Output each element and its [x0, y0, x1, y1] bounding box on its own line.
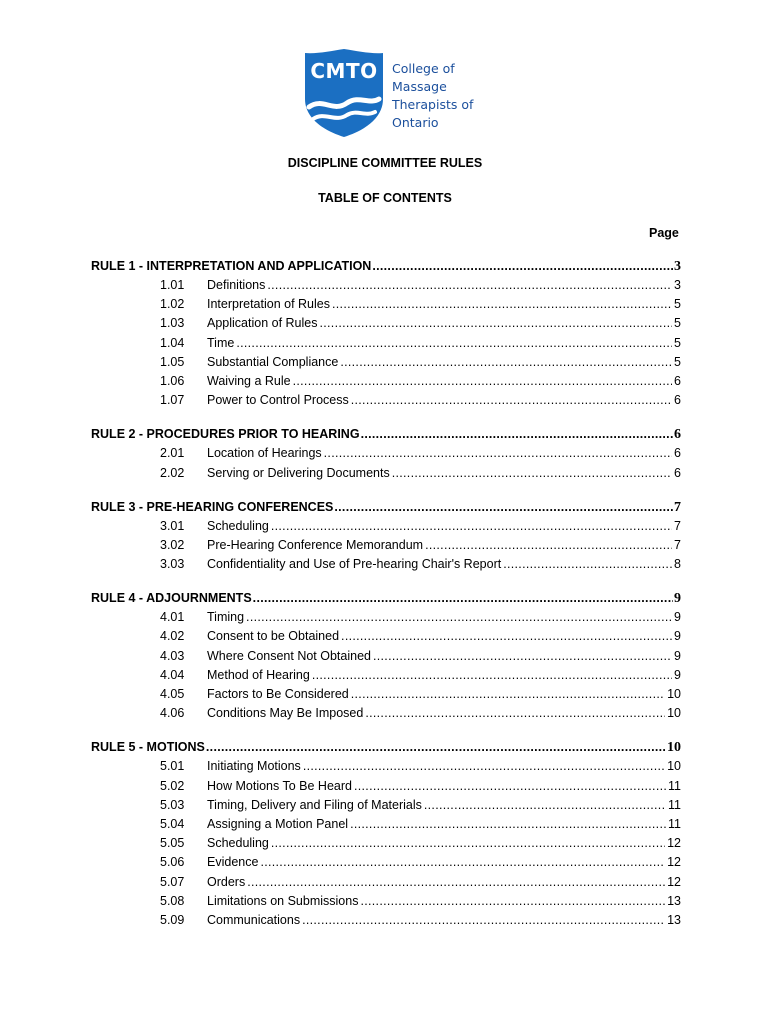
- logo-wordmark: [392, 60, 473, 132]
- dot-leader: [302, 913, 665, 927]
- entry-page-number: 12: [667, 836, 681, 851]
- entry-page-number: 9: [674, 629, 681, 644]
- entry-label: Definitions: [207, 278, 266, 292]
- entry-page-number: 10: [667, 687, 681, 701]
- toc-entry[interactable]: [91, 798, 681, 817]
- entry-label: Scheduling: [207, 518, 269, 533]
- dot-leader: [360, 894, 665, 908]
- rule-title: RULE 5 - MOTIONS: [91, 740, 205, 755]
- entry-label: Location of Hearings: [207, 446, 322, 461]
- dot-leader: [350, 817, 666, 831]
- entry-page-number: 10: [667, 759, 681, 774]
- toc-entry[interactable]: [91, 374, 681, 393]
- page-column-heading: Page: [649, 226, 679, 240]
- entry-number: 5.03: [160, 797, 185, 812]
- toc-rule-heading[interactable]: [91, 740, 681, 759]
- toc-rule-heading[interactable]: [91, 591, 681, 610]
- table-of-contents: [91, 259, 681, 947]
- dot-leader: [354, 779, 666, 793]
- toc-rule-heading[interactable]: [91, 427, 681, 446]
- toc-entry[interactable]: [91, 875, 681, 894]
- entry-page-number: 8: [674, 557, 681, 572]
- entry-number: 1.07: [160, 393, 185, 408]
- entry-number: 2.01: [160, 446, 185, 461]
- entry-number: 4.02: [160, 629, 185, 644]
- dot-leader: [247, 875, 665, 889]
- toc-entry[interactable]: [91, 446, 681, 465]
- toc-entry[interactable]: [91, 817, 681, 836]
- toc-entry[interactable]: [91, 278, 681, 297]
- entry-label: Time: [207, 335, 235, 350]
- entry-label: Application of Rules: [207, 316, 318, 331]
- shield-icon: [303, 47, 385, 139]
- entry-number: 3.03: [160, 557, 185, 572]
- toc-entry[interactable]: [91, 610, 681, 629]
- entry-page-number: 9: [674, 648, 681, 663]
- entry-label: Where Consent Not Obtained: [207, 648, 371, 663]
- entry-page-number: 13: [667, 912, 681, 927]
- logo-line: Massage: [392, 79, 447, 94]
- dot-leader: [334, 500, 673, 514]
- toc-entry[interactable]: [91, 913, 681, 932]
- entry-label: Initiating Motions: [207, 759, 301, 774]
- entry-number: 5.01: [160, 759, 185, 774]
- toc-entry[interactable]: [91, 706, 681, 725]
- toc-entry[interactable]: [91, 759, 681, 778]
- entry-number: 1.01: [160, 278, 185, 292]
- rule-page-number: 10: [667, 740, 681, 756]
- dot-leader: [503, 557, 672, 571]
- dot-leader: [293, 374, 672, 388]
- rule-page-number: 7: [674, 499, 681, 515]
- dot-leader: [271, 519, 672, 533]
- entry-number: 1.04: [160, 335, 185, 350]
- toc-entry[interactable]: [91, 297, 681, 316]
- entry-number: 5.08: [160, 893, 185, 908]
- toc-rule-heading[interactable]: [91, 259, 681, 278]
- toc-section: [91, 259, 681, 412]
- entry-label: Method of Hearing: [207, 667, 310, 682]
- entry-number: 5.02: [160, 778, 185, 793]
- toc-entry[interactable]: [91, 519, 681, 538]
- entry-number: 1.02: [160, 297, 185, 312]
- toc-section: [91, 591, 681, 725]
- dot-leader: [260, 855, 665, 869]
- entry-label: Orders: [207, 874, 246, 889]
- cmto-logo: [303, 47, 478, 139]
- toc-entry[interactable]: [91, 393, 681, 412]
- entry-page-number: 12: [667, 855, 681, 870]
- entry-label: Confidentiality and Use of Pre-hearing Chair's Report: [207, 557, 502, 572]
- rule-page-number: 9: [674, 591, 681, 607]
- toc-entry[interactable]: [91, 836, 681, 855]
- rule-title: RULE 3 - PRE-HEARING CONFERENCES: [91, 499, 334, 514]
- dot-leader: [253, 591, 673, 605]
- dot-leader: [324, 446, 672, 460]
- dot-leader: [236, 336, 672, 350]
- entry-page-number: 5: [674, 316, 681, 331]
- rule-page-number: 3: [674, 259, 681, 274]
- toc-entry[interactable]: [91, 668, 681, 687]
- entry-number: 5.09: [160, 912, 185, 927]
- entry-number: 4.04: [160, 667, 185, 682]
- toc-entry[interactable]: [91, 316, 681, 335]
- toc-entry[interactable]: [91, 649, 681, 668]
- toc-section: [91, 740, 681, 932]
- entry-number: 5.06: [160, 855, 185, 870]
- entry-number: 1.06: [160, 373, 185, 388]
- toc-entry[interactable]: [91, 894, 681, 913]
- entry-page-number: 12: [667, 874, 681, 889]
- entry-number: 4.05: [160, 687, 185, 701]
- entry-page-number: 9: [674, 610, 681, 625]
- logo-line: Therapists of: [392, 97, 474, 112]
- toc-section: [91, 500, 681, 577]
- entry-label: Pre-Hearing Conference Memorandum: [207, 537, 424, 552]
- dot-leader: [312, 668, 672, 682]
- entry-label: Limitations on Submissions: [207, 893, 359, 908]
- entry-page-number: 11: [668, 816, 681, 831]
- dot-leader: [341, 629, 672, 643]
- entry-page-number: 6: [674, 373, 681, 388]
- dot-leader: [271, 836, 665, 850]
- entry-number: 5.04: [160, 816, 185, 831]
- dot-leader: [365, 706, 665, 720]
- dot-leader: [246, 610, 672, 624]
- dot-leader: [340, 355, 672, 369]
- toc-rule-heading[interactable]: [91, 500, 681, 519]
- entry-page-number: 6: [674, 393, 681, 408]
- entry-page-number: 5: [674, 335, 681, 350]
- rule-title: RULE 2 - PROCEDURES PRIOR TO HEARING: [91, 427, 360, 442]
- entry-label: Scheduling: [207, 836, 269, 851]
- entry-label: Timing, Delivery and Filing of Materials: [207, 797, 422, 812]
- entry-label: Consent to be Obtained: [207, 629, 340, 644]
- entry-number: 4.01: [160, 610, 185, 625]
- dot-leader: [319, 316, 672, 330]
- dot-leader: [424, 798, 666, 812]
- entry-number: 5.07: [160, 874, 185, 889]
- dot-leader: [206, 740, 666, 754]
- entry-page-number: 11: [668, 778, 681, 793]
- entry-number: 4.06: [160, 706, 185, 721]
- entry-label: How Motions To Be Heard: [207, 778, 352, 793]
- logo-line: College of: [392, 61, 455, 76]
- toc-entry[interactable]: [91, 557, 681, 576]
- entry-number: 3.01: [160, 518, 185, 533]
- entry-number: 4.03: [160, 648, 185, 663]
- dot-leader: [361, 427, 673, 441]
- entry-label: Evidence: [207, 855, 259, 870]
- dot-leader: [372, 259, 673, 273]
- entry-page-number: 5: [674, 297, 681, 312]
- entry-page-number: 11: [668, 797, 681, 812]
- dot-leader: [332, 297, 672, 311]
- dot-leader: [267, 278, 672, 292]
- entry-page-number: 13: [667, 893, 681, 908]
- entry-label: Assigning a Motion Panel: [207, 816, 349, 831]
- document-title: DISCIPLINE COMMITTEE RULES: [287, 156, 483, 170]
- entry-label: Communications: [207, 912, 301, 927]
- toc-entry[interactable]: [91, 336, 681, 355]
- toc-entry[interactable]: [91, 779, 681, 798]
- rule-title: RULE 4 - ADJOURNMENTS: [91, 591, 252, 606]
- dot-leader: [303, 759, 665, 773]
- dot-leader: [373, 649, 672, 663]
- entry-label: Waiving a Rule: [207, 373, 291, 388]
- entry-label: Interpretation of Rules: [207, 297, 330, 312]
- entry-page-number: 10: [667, 706, 681, 721]
- entry-page-number: 7: [674, 518, 681, 533]
- toc-section: [91, 427, 681, 484]
- rule-page-number: 6: [674, 427, 681, 443]
- logo-line: Ontario: [392, 115, 439, 130]
- entry-label: Substantial Compliance: [207, 354, 339, 369]
- entry-label: Timing: [207, 610, 245, 625]
- toc-entry[interactable]: [91, 687, 681, 706]
- entry-number: 1.05: [160, 354, 185, 369]
- entry-page-number: 6: [674, 446, 681, 461]
- toc-heading: TABLE OF CONTENTS: [318, 191, 452, 205]
- toc-entry[interactable]: [91, 538, 681, 557]
- entry-label: Conditions May Be Imposed: [207, 706, 364, 721]
- entry-number: 3.02: [160, 537, 185, 552]
- entry-page-number: 9: [674, 667, 681, 682]
- toc-entry[interactable]: [91, 855, 681, 874]
- logo-mark: CMTO: [310, 59, 378, 83]
- toc-entry[interactable]: [91, 355, 681, 374]
- entry-page-number: 5: [674, 354, 681, 369]
- dot-leader: [392, 466, 672, 480]
- entry-page-number: 7: [674, 537, 681, 552]
- rule-title: RULE 1 - INTERPRETATION AND APPLICATION: [91, 259, 372, 273]
- entry-page-number: 3: [674, 278, 681, 292]
- entry-number: 5.05: [160, 836, 185, 851]
- dot-leader: [351, 687, 665, 701]
- entry-label: Serving or Delivering Documents: [207, 465, 390, 480]
- entry-label: Factors to Be Considered: [207, 687, 349, 701]
- entry-number: 2.02: [160, 465, 185, 480]
- toc-entry[interactable]: [91, 466, 681, 485]
- dot-leader: [425, 538, 672, 552]
- entry-label: Power to Control Process: [207, 393, 349, 408]
- entry-page-number: 6: [674, 465, 681, 480]
- dot-leader: [351, 393, 672, 407]
- entry-number: 1.03: [160, 316, 185, 331]
- toc-entry[interactable]: [91, 629, 681, 648]
